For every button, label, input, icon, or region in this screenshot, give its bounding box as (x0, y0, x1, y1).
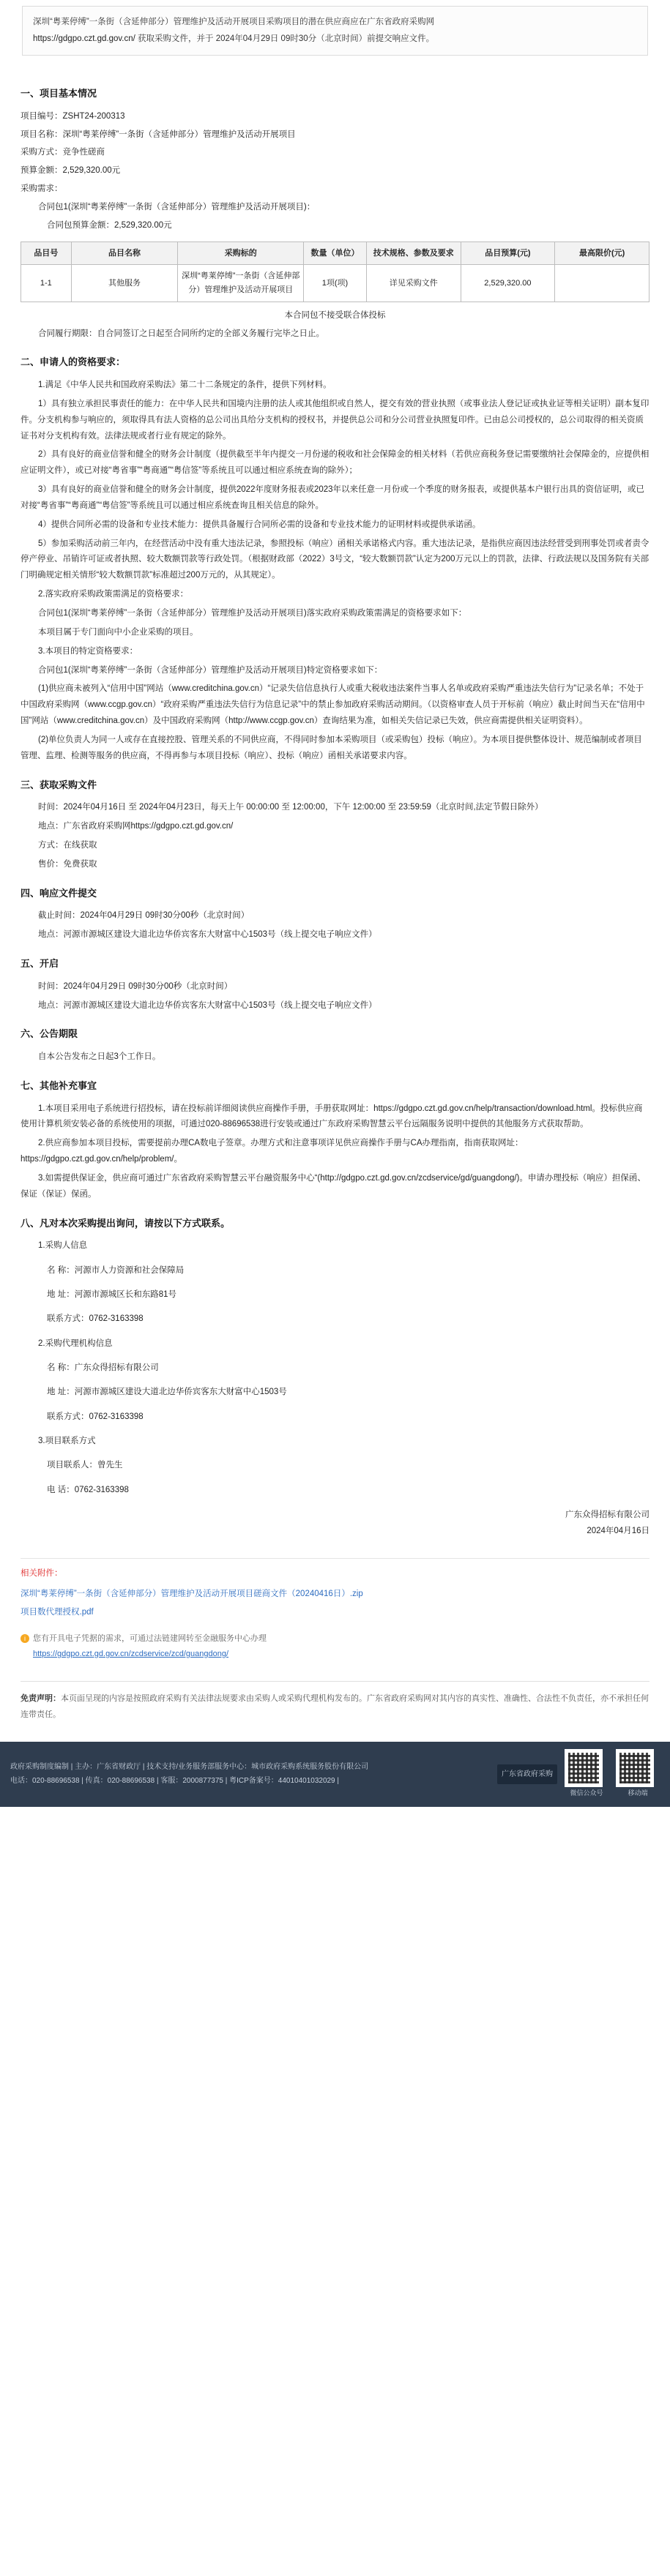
disclaimer-text: 本页面呈现的内容是按照政府采购有关法律法规要求由采购人或采购代理机构发布的。广东省政府采购网对其内容的真实性、准确性、合法性不负责任，亦不承担任何连带责任。 (21, 1693, 649, 1719)
project-contact-person-value: 曾先生 (97, 1461, 123, 1470)
buyer-address-label: 地 址： (47, 1290, 75, 1300)
agency-contact (47, 1409, 649, 1426)
th-qty: 数量（单位） (304, 242, 367, 265)
procurement-site-link[interactable]: https://gdgpo.czt.gd.gov.cn/ (33, 34, 135, 43)
project-no (21, 109, 649, 125)
financing-hint (21, 1631, 649, 1662)
get-doc-price-value: 免费获取 (63, 859, 97, 869)
cell-name: 其他服务 (71, 265, 178, 302)
section-4-title: 四、响应文件提交 (21, 887, 97, 899)
buyer-contact-value: 0762-3163398 (89, 1314, 144, 1324)
method-label: 采购方式： (21, 148, 63, 157)
footer-text (10, 1760, 368, 1788)
agency-name-label: 名 称： (47, 1363, 75, 1373)
get-doc-time-value: 2024年04月16日 至 2024年04月23日，每天上午 00:00:00 至 12:00:00，下午 12:00:00 至 23:59:59（北京时间,法定节假日除外） (63, 803, 543, 812)
disclaimer-block (21, 1681, 649, 1736)
agency-title: 2.采购代理机构信息 (38, 1338, 113, 1348)
agency-address (47, 1385, 649, 1401)
th-spec: 技术规格、参数及要求 (366, 242, 461, 265)
buyer-name (47, 1263, 649, 1279)
agency-name (47, 1360, 649, 1377)
qualification-p9: 本项目属于专门面向中小企业采购的项目。 (38, 627, 198, 637)
get-doc-place (21, 819, 649, 835)
get-doc-way-label: 方式： (38, 840, 64, 850)
section-2-title: 二、申请人的资格要求： (21, 356, 126, 368)
method-value: 竞争性磋商 (62, 148, 105, 157)
get-doc-price-label: 售价： (38, 859, 64, 869)
financing-hint-text: 您有开具电子凭据的需求，可通过法链建网转至金融服务中心办理 (33, 1633, 267, 1643)
table-header-row (21, 242, 649, 265)
qualification-p1: 1.满足《中华人民共和国政府采购法》第二十二条规定的条件，提供下列材料。 (38, 381, 332, 390)
attachment-link[interactable]: 项目数代理授权.pdf (21, 1608, 94, 1617)
package-budget: 合同包预算金额：2,529,320.00元 (47, 220, 172, 230)
project-no-label: 项目编号： (21, 111, 63, 121)
project-contact-tel-label: 电 话： (47, 1485, 75, 1494)
supplement-p1: 1.本项目采用电子系统进行招投标，请在投标前详细阅读供应商操作手册，手册获取网址：https://gdgpo.czt.gd.gov.cn/help/transaction/download.html。投标供应商使用计算机须安装必备的系统使用的项据，可通过020-88696538进行安装或通过广东政府采购智慧云平台远隔服务说明中提供的其他服务方式获取帮助。 (21, 1104, 643, 1129)
submit-deadline-label: 截止时间： (38, 911, 81, 921)
get-doc-place-value: 广东省政府采购网https://gdgpo.czt.gd.gov.cn/ (63, 822, 234, 831)
signature-date: 2024年04月16日 (587, 1526, 649, 1535)
section-1-title: 一、项目基本情况 (21, 88, 97, 99)
th-name: 品目名称 (71, 242, 178, 265)
qrcode-icon (565, 1749, 603, 1787)
th-cap: 最高限价(元) (555, 242, 649, 265)
get-doc-way-value: 在线获取 (63, 840, 97, 850)
agency-address-label: 地 址： (47, 1388, 75, 1397)
supplement-p3: 3.如需提供保证金，供应商可通过广东省政府采购智慧云平台融资服务中心“(http://gdgpo.czt.gd.gov.cn/zcdservice/gd/guangdong/)。申请办理投标（响应）担保函、保证（保证）保函。 (21, 1174, 646, 1199)
th-target: 采购标的 (178, 242, 304, 265)
get-doc-time-label: 时间： (38, 803, 64, 812)
footer-badges (497, 1749, 660, 1800)
submit-place-value: 河源市源城区建设大道北边华侨宾客东大财富中心1503号（线上提交电子响应文件） (63, 930, 377, 940)
buyer-address-value: 河源市源城区长和东路81号 (74, 1290, 176, 1300)
cell-qty: 1项(项) (304, 265, 367, 302)
attachments-title: 相关附件： (21, 1569, 63, 1579)
project-contact-person (47, 1458, 649, 1474)
buyer-contact (47, 1311, 649, 1328)
package-line: 合同包1(深圳“粤莱停缚”一条街（含延伸部分）管理维护及活动开展项目)： (38, 202, 316, 211)
attachment-link[interactable]: 深圳“粤莱停缚”一条街（含延伸部分）管理维护及活动开展项目磋商文件（20240416日）.zip (21, 1590, 363, 1599)
notice-box (22, 6, 648, 56)
agency-name-value: 广东众得招标有限公司 (74, 1363, 159, 1373)
notice-line-2-rest: 获取采购文件，并于 2024年04月29日 09时30分（北京时间）前提交响应文件。 (138, 34, 435, 43)
qualification-p13: (2)单位负责人为同一人或存在直接控股、管理关系的不同供应商，不得同时参加本采购项目（或采购包）投标（响应）。为本项目提供整体设计、规范编制或者项目管理、监理、检测等服务的供应商，不得再参与本项目投标（响应）、投标（响应）函相关承诺要求内容。 (21, 735, 642, 760)
qualification-p8: 合同包1(深圳“粤莱停缚”一条街（含延伸部分）管理维护及活动开展项目)落实政府采购政策需满足的资格要求如下： (38, 609, 467, 618)
buyer-name-value: 河源市人力资源和社会保障局 (74, 1265, 185, 1275)
project-no-value: ZSHT24-200313 (62, 111, 125, 121)
cell-budget: 2,529,320.00 (461, 265, 555, 302)
get-doc-price (21, 857, 649, 873)
th-no: 品目号 (21, 242, 72, 265)
note-no-consortium: 本合同包不接受联合体投标 (284, 310, 386, 320)
cell-target: 深圳“粤莱停缚”一条街（含延伸部分）管理维护及活动开展项目 (178, 265, 304, 302)
budget-label: 预算金额： (21, 166, 63, 176)
footer-qr-1 (565, 1749, 608, 1800)
signature-block (21, 1508, 649, 1540)
project-name-label: 项目名称： (21, 130, 63, 139)
section-3-title: 三、获取采购文件 (21, 779, 97, 790)
procurement-method (21, 145, 649, 161)
budget (21, 163, 649, 179)
open-time-label: 时间： (38, 981, 64, 991)
open-place-value: 河源市源城区建设大道北边华侨宾客东大财富中心1503号（线上提交电子响应文件） (63, 1000, 377, 1010)
agency-contact-label: 联系方式： (47, 1412, 89, 1421)
financing-hint-link[interactable]: https://gdgpo.czt.gd.gov.cn/zcdservice/zcd/guangdong/ (33, 1649, 229, 1658)
qualification-p12: (1)供应商未被列入“信用中国”网站（www.creditchina.gov.cn）“记录失信信息执行人或重大税收违法案件当事人名单或政府采购严重违法失信行为”记录名单；不处于中国政府采购网（www.ccgp.gov.cn）“政府采购严重违法失信行为信息记录”中的禁止参加政府采购活动期间。（以资格审查人员于开标前（响应）截止时间当天在“信用中国”网站（www.creditchina.gov.cn）及中国政府采购网（http://www.ccgp.gov.cn）查询结果为准，如相关失信记录已失效，供应商需提供相关证明资料）。 (21, 684, 645, 726)
qualification-p5: 4）提供合同所必需的设备和专业技术能力：提供具备履行合同所必需的设备和专业技术能力的证明材料或提供承诺函。 (38, 520, 481, 529)
attachments-block (21, 1558, 649, 1621)
budget-value: 2,529,320.00元 (62, 166, 121, 176)
submit-place-label: 地点： (38, 930, 64, 940)
project-name-value: 深圳“粤莱停缚”一条街（含延伸部分）管理维护及活动开展项目 (62, 130, 296, 139)
section-8-title: 八、凡对本次采购提出询问，请按以下方式联系。 (21, 1217, 231, 1229)
qualification-p3: 2）具有良好的商业信誉和健全的财务会计制度（提供截至半年内提交一月份递的税收和社会保障金的相关材料（若供应商税务登记需要缴纳社会保障金的，应提供相应证明文件），或已对接“粤省事”“粤商通”“粤信签”等系统且可以通过相应系统查询的除外）； (21, 450, 649, 476)
footer-badge-gd: 广东省政府采购 (497, 1764, 557, 1784)
section-5-title: 五、开启 (21, 958, 59, 970)
project-name (21, 127, 649, 143)
open-place-label: 地点： (38, 1000, 64, 1010)
open-time-value: 2024年04月29日 09时30分00秒（北京时间） (63, 981, 233, 991)
open-place (21, 998, 649, 1014)
note-contract-term: 合同履行期限：自合同签订之日起至合同所约定的全部义务履行完毕之日止。 (38, 329, 324, 338)
footer-qr-2-label: 移动端 (628, 1789, 648, 1797)
demand-label: 采购需求： (21, 184, 63, 194)
qualification-p2: 1）具有独立承担民事责任的能力：在中华人民共和国境内注册的法人或其他组织或自然人，提交有效的营业执照（或事业法人登记证或执业证等相关证明）副本复印件。分支机构参与响应的，须取得具有法人资格的总公司出具给分支机构的授权书，并提供总公司和分公司营业执照复印件。已由总公司授权的，总公司取得的相关资质证书对分支机构有效。法律法规或者行业有规定的除外。 (21, 399, 649, 441)
get-doc-time (21, 800, 649, 816)
announcement-period: 自本公告发布之日起3个工作日。 (38, 1052, 161, 1062)
announcement-page (0, 6, 670, 1807)
cell-no: 1-1 (21, 265, 72, 302)
notice-line-2 (33, 31, 637, 48)
submit-deadline (21, 908, 649, 924)
buyer-contact-label: 联系方式： (47, 1314, 89, 1324)
agency-address-value: 河源市源城区建设大道北边华侨宾客东大财富中心1503号 (74, 1388, 287, 1397)
open-time (21, 979, 649, 995)
qualification-p7: 2.落实政府采购政策需满足的资格要求： (38, 590, 189, 599)
footer-line-1: 政府采购制度编制 | 主办：广东省财政厅 | 技术支持/业务服务部服务中心：城市政府采购系统服务股份有限公司 (10, 1763, 369, 1772)
buyer-address (47, 1287, 649, 1303)
info-icon: i (21, 1634, 29, 1643)
submit-place (21, 927, 649, 943)
qualification-p6: 5）参加采购活动前三年内，在经营活动中没有重大违法记录，参照投标（响应）函相关承诺格式内容。重大违法记录，是指供应商因违法经营受到刑事处罚或者责令停产停业、吊销许可证或者执照、较大数额罚款等行政处罚。（根据财政部（2022）3号文，“较大数额罚款”认定为200万元以上的罚款，法律、行政法规以及国务院有关部门明确规定相关情形“较大数额罚款”标准超过200万元的，从其规定）。 (21, 539, 649, 580)
buyer-title: 1.采购人信息 (38, 1241, 88, 1251)
footer-line-2: 电话：020-88696538 | 传真：020-88696538 | 客服：2000877375 | 粤ICP备案号：44010401032029 | (10, 1777, 339, 1786)
agency-contact-value: 0762-3163398 (89, 1412, 144, 1421)
qualification-p4: 3）具有良好的商业信誉和健全的财务会计制度，提供2022年度财务报表或2023年以来任意一月份或一个季度的财务报表，或提供基本户银行出具的资信证明，或已对接“粤省事”“粤商通”“粤信签”等系统且可以通过相应系统查询且相关信息的除外。 (21, 485, 645, 510)
site-footer (0, 1742, 670, 1807)
footer-qr-2 (616, 1749, 660, 1800)
section-7-title: 七、其他补充事宜 (21, 1079, 97, 1091)
project-contact-tel-value: 0762-3163398 (74, 1485, 129, 1494)
submit-deadline-value: 2024年04月29日 09时30分00秒（北京时间） (80, 911, 250, 921)
footer-qr-1-label: 微信公众号 (570, 1789, 603, 1797)
project-contact-title: 3.项目联系方式 (38, 1437, 96, 1446)
project-contact-tel (47, 1483, 649, 1499)
get-doc-place-label: 地点： (38, 822, 64, 831)
goods-table (21, 242, 649, 302)
project-contact-person-label: 项目联系人： (47, 1461, 97, 1470)
notice-line-1: 深圳“粤莱停缚”一条街（含延伸部分）管理维护及活动开展项目采购项目的潜在供应商应在广东省政府采购网 (33, 18, 435, 26)
supplement-p2: 2.供应商参加本项目投标，需要提前办理CA数电子签章。办理方式和注意事项详见供应商操作手册与CA办理指南，指南获取网址：https://gdgpo.czt.gd.gov.cn/help/problem/。 (21, 1139, 524, 1164)
qualification-p10: 3.本项目的特定资格要求： (38, 646, 138, 656)
get-doc-way (21, 838, 649, 854)
cell-cap (555, 265, 649, 302)
qualification-p11: 合同包1(深圳“粤莱停缚”一条街（含延伸部分）管理维护及活动开展项目)特定资格要求如下： (38, 665, 383, 675)
qrcode-icon (616, 1749, 654, 1787)
section-6-title: 六、公告期限 (21, 1028, 78, 1040)
table-row (21, 265, 649, 302)
buyer-name-label: 名 称： (47, 1265, 75, 1275)
cell-spec: 详见采购文件 (366, 265, 461, 302)
th-budget: 品目预算(元) (461, 242, 555, 265)
disclaimer-label: 免责声明： (21, 1693, 61, 1703)
signature-org: 广东众得招标有限公司 (565, 1510, 649, 1519)
